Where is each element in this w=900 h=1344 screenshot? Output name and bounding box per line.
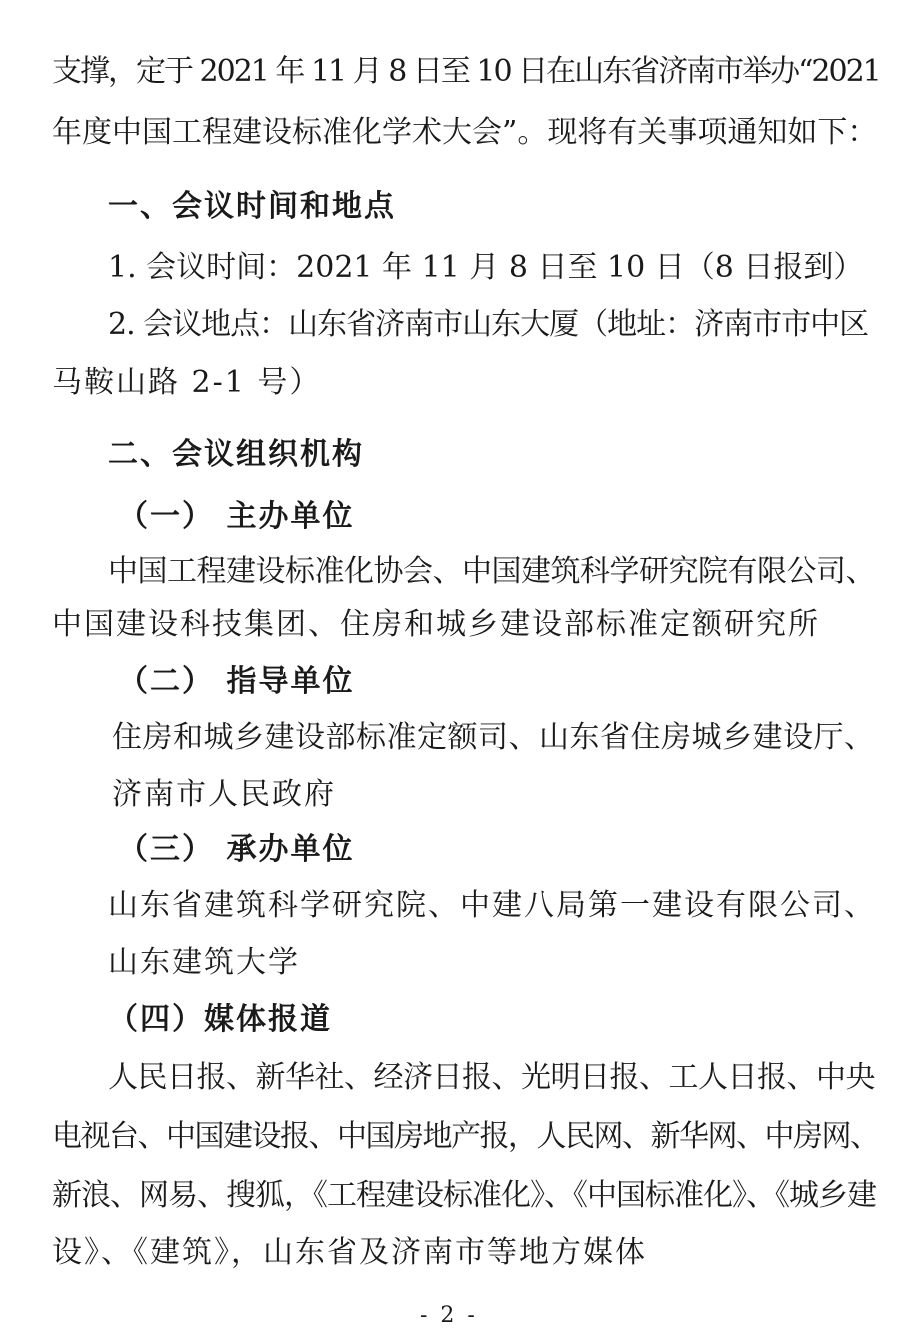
- host-units-line-2: 中国建设科技集团、住房和城乡建设部标准定额研究所: [52, 607, 820, 642]
- meeting-location-item-line-1: 2. 会议地点：山东省济南市山东大厦（地址：济南市市中区: [108, 307, 869, 342]
- section-1-heading: 一、会议时间和地点: [108, 189, 396, 224]
- organizer-units-line-2: 山东建筑大学: [108, 945, 300, 980]
- media-coverage-line-3: 新浪、网易、搜狐，《工程建设标准化》、《中国标准化》、《城乡建: [52, 1178, 876, 1213]
- intro-line-1: 支撑，定于 2021 年 11 月 8 日至 10 日在山东省济南市举办“2021: [52, 54, 880, 89]
- meeting-location-item-line-2: 马鞍山路 2-1 号）: [52, 365, 322, 400]
- intro-line-2: 年度中国工程建设标准化学术大会”。现将有关事项通知如下：: [52, 115, 878, 150]
- media-coverage-title: （四）媒体报道: [108, 1002, 332, 1037]
- media-coverage-line-1: 人民日报、新华社、经济日报、光明日报、工人日报、中央: [108, 1060, 875, 1095]
- guide-units-line-1: 住房和城乡建设部标准定额司、山东省住房城乡建设厅、: [112, 720, 875, 755]
- guide-units-title: （二） 指导单位: [118, 664, 355, 699]
- media-coverage-line-4: 设》、《建筑》，山东省及济南市等地方媒体: [52, 1235, 647, 1270]
- media-coverage-line-2: 电视台、中国建设报、中国房地产报，人民网、新华网、中房网、: [52, 1119, 879, 1154]
- organizer-units-title: （三） 承办单位: [118, 832, 355, 867]
- host-units-line-1: 中国工程建设标准化协会、中国建筑科学研究院有限公司、: [108, 554, 875, 589]
- meeting-time-item: 1. 会议时间：2021 年 11 月 8 日至 10 日（8 日报到）: [108, 250, 864, 285]
- organizer-units-line-1: 山东省建筑科学研究院、中建八局第一建设有限公司、: [108, 888, 876, 923]
- section-2-heading: 二、会议组织机构: [108, 437, 364, 472]
- page-number: - 2 -: [420, 1303, 478, 1328]
- host-units-title: （一） 主办单位: [118, 499, 355, 534]
- guide-units-line-2: 济南市人民政府: [112, 777, 336, 812]
